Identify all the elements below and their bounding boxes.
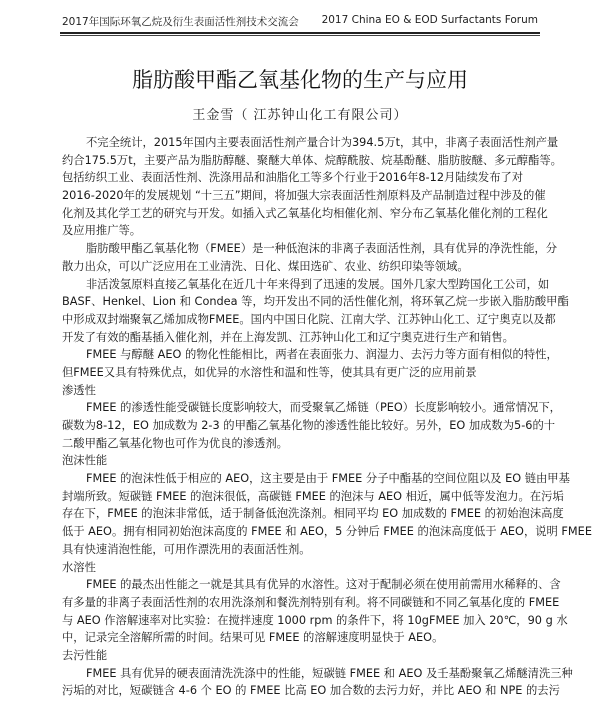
text-line: FMEE 的泡沫性低于相应的 AEO，这主要是由于 FMEE 分子中酯基的空间位阻以及 EO 链由甲基 — [86, 472, 570, 486]
text-line: 封端所致。短碳链 FMEE 的泡沫很低，高碳链 FMEE 的泡沫与 AEO 相近，属中低等发泡力。在污垢 — [62, 489, 564, 503]
text-line: 碳数为8-12，EO 加成数为 2-3 的甲酯乙氧基化物的渗透性能比较好。另外，EO 加成数为5-6的十 — [62, 419, 556, 432]
page-title: 脂肪酸甲酯乙氧基化物的生产与应用 — [132, 68, 468, 92]
text-line: 污垢的对比，短碳链含 4-6 个 EO 的 FMEE 比高 EO 加合数的去污力好，并比 AEO 和 NPE 的去污 — [62, 684, 560, 698]
text-line: 但FMEE又具有特殊优点，如优异的水溶性和温和性等，使其具有更广泛的应用前景 — [62, 365, 477, 379]
body-text — [62, 134, 592, 700]
text-line: 不完全统计，2015年国内主要表面活性剂产量合计为394.5万t，其中，非离子表面活性剂产量 — [86, 136, 559, 149]
header-left: 2017年国际环氧乙烷及衍生表面活性剂技术交流会 — [62, 16, 299, 28]
section-heading: 泡沫性能 — [62, 454, 108, 468]
text-line: 脂肪酸甲酯乙氧基化物（FMEE）是一种低泡沫的非离子表面活性剂，具有优异的净洗性能，分 — [86, 242, 558, 256]
section-heading: 渗透性 — [62, 383, 96, 397]
header-right: 2017 China EO & EOD Surfactants Forum — [321, 14, 538, 26]
text-line: 散力出众，可以广泛应用在工业清洗、日化、煤田选矿、农业、纺织印染等领域。 — [62, 259, 469, 273]
text-line: 包括纺织工业、表面活性剂、洗涤用品和油脂化工等多个行业于2016年8-12月陆续发布了对 — [62, 171, 524, 185]
text-line: 与 AEO 作溶解速率对比实验：在搅拌速度 1000 rpm 的条件下，将 10gFMEE 加入 20℃，90 g 水 — [62, 613, 568, 627]
text-line: 中形成双封端聚氧乙烯加成物FMEE。国内中国日化院、江南大学、江苏钟山化工、辽宁奥克以及都 — [62, 312, 556, 326]
text-line: 2016-2020年的发展规划 “十三五”期间，将加强大宗表面活性剂原料及产品制造过程中涉及的催 — [62, 189, 546, 203]
text-line: 二酸甲酯乙氧基化物也可作为优良的渗透剂。 — [62, 436, 288, 450]
text-line: FMEE 具有优异的硬表面清洗洗涤中的性能，短碳链 FMEE 和 AEO 及壬基酚聚氧乙烯醚清洗三种 — [86, 666, 573, 680]
text-line: 约合175.5万t，主要产品为脂肪醇醚、聚醚大单体、烷醇酰胺、烷基酚醚、脂肪胺醚、多元醇酯等。 — [62, 153, 562, 167]
text-line: 非活泼氢原料直接乙氧基化在近几十年来得到了迅速的发展。国外几家大型跨国化工公司，如 — [86, 277, 550, 291]
text-line: FMEE 与醇醚 AEO 的物化性能相比，两者在表面张力、润湿力、去污力等方面有相似的特性， — [86, 348, 558, 362]
text-line: 具有快速消泡性能，可用作漂洗用的表面活性剂。 — [62, 542, 311, 556]
text-line: 有多量的非离子表面活性剂的农用洗涤剂和餐洗剂特别有利。将不同碳链和不同乙氧基化度的 FMEE — [62, 595, 560, 609]
text-line: 低于 AEO。拥有相同初始泡沫高度的 FMEE 和 AEO，5 分钟后 FMEE 的泡沫高度低于 AEO，说明 FMEE — [62, 525, 592, 539]
header-rule — [60, 32, 540, 34]
text-line: 存在下，FMEE 的泡沫非常低，适于制备低泡洗涤剂。相同平均 EO 加成数的 FMEE 的初始泡沫高度 — [62, 507, 564, 521]
text-line: 及应用推广等。 — [62, 224, 142, 238]
text-line: 中，记录完全溶解所需的时间。结果可见 FMEE 的溶解速度明显快于 AEO。 — [62, 631, 444, 645]
header-rule-thin — [60, 35, 540, 36]
text-line: 开发了有效的酯基插入催化剂，并在上海发凯、江苏钟山化工和辽宁奥克进行生产和销售。 — [62, 330, 514, 344]
text-line: BASF、Henkel、Lion 和 Condea 等，均开发出不同的活性催化剂，将环氧乙烷一步嵌入脂肪酸甲酯 — [62, 295, 569, 309]
text-line: FMEE 的最杰出性能之一就是其具有优异的水溶性。这对于配制必须在使用前需用水稀释的、含 — [86, 578, 561, 592]
author-line: 王金雪（ 江苏钟山化工有限公司） — [192, 108, 408, 123]
section-heading: 去污性能 — [62, 648, 108, 662]
running-header — [62, 14, 538, 30]
text-line: FMEE 的渗透性能受碳链长度影响较大，而受聚氧乙烯链（PEO）长度影响较小。通常情况下， — [86, 401, 561, 415]
text-line: 化剂及其化学工艺的研究与开发。如插入式乙氧基化均相催化剂、窄分布乙氧基化催化剂的工程化 — [62, 206, 548, 220]
section-heading: 水溶性 — [62, 560, 96, 574]
